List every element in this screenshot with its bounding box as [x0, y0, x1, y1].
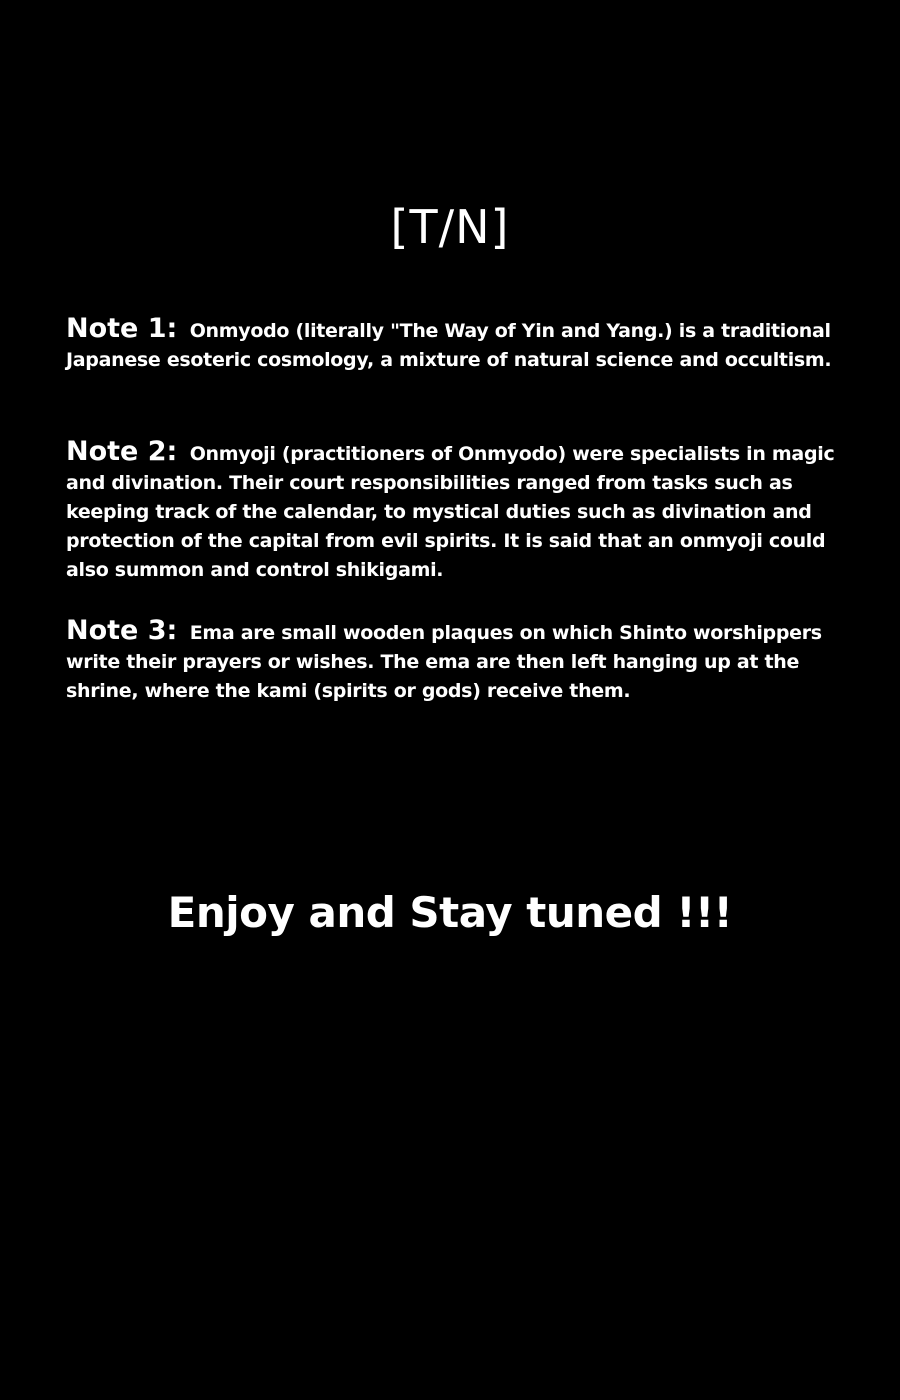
closing-message: Enjoy and Stay tuned !!!: [167, 888, 733, 937]
note-1: [66, 314, 836, 375]
page-title: [T/N]: [390, 200, 510, 254]
note-2-label: Note 2:: [66, 436, 178, 467]
note-3: [66, 616, 836, 706]
note-1-text: Onmyodo (literally "The Way of Yin and Yang.) is a traditional Japanese esoteric cosmology, a mixture of natural science and occultism.: [66, 320, 832, 371]
note-2: [66, 437, 836, 585]
note-1-label: Note 1:: [66, 313, 178, 344]
note-3-label: Note 3:: [66, 615, 178, 646]
note-2-text: Onmyoji (practitioners of Onmyodo) were specialists in magic and divination. Their court responsibilities ranged from tasks such as keeping track of the calendar, to mystical duties such as divination and protection of the capital from evil spirits. It is said that an onmyoji could also summon and control shikigami.: [66, 443, 835, 581]
note-3-text: Ema are small wooden plaques on which Shinto worshippers write their prayers or wishes. The ema are then left hanging up at the shrine, where the kami (spirits or gods) receive them.: [66, 622, 822, 702]
